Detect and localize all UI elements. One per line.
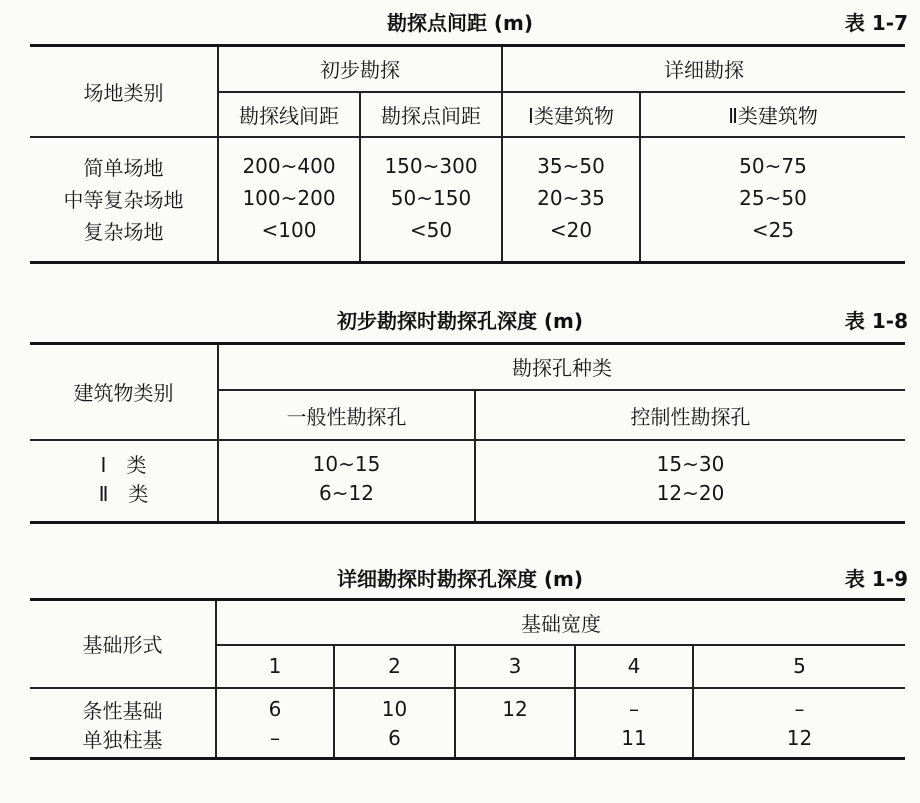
cell-value: 50~75: [640, 137, 905, 181]
table-1-7: [30, 44, 905, 264]
cell-value: 35~50: [502, 137, 640, 181]
cell-value: 6~12: [218, 478, 475, 523]
table-title: 勘探点间距 (m): [386, 11, 534, 35]
col-header: 一般性勘探孔: [218, 390, 475, 440]
scanned-document-page: [0, 8, 920, 803]
cell-value: 20~35: [502, 181, 640, 216]
table-number-label: 表 1-8: [844, 308, 908, 333]
table-1-7-caption: [0, 8, 920, 38]
table-number-label: 表 1-7: [844, 11, 908, 35]
row-label: 简单场地: [83, 155, 164, 180]
cell-value: 12: [455, 688, 575, 724]
col-header: Ⅰ类建筑物: [502, 92, 640, 137]
col-header: Ⅱ类建筑物: [640, 92, 905, 137]
cell-value: –: [693, 688, 905, 724]
table-1-8-caption: [0, 306, 920, 336]
row-label: 单独柱基: [82, 727, 163, 752]
cell-value: [455, 724, 575, 759]
group-header-row: [30, 600, 905, 645]
cell-value: 50~150: [360, 181, 502, 216]
table-row: [30, 181, 905, 216]
corner-header: 建筑物类别: [30, 343, 218, 440]
group-header-row: [30, 343, 905, 390]
col-group-header: 详细勘探: [502, 46, 905, 92]
table-row: [30, 440, 905, 478]
col-header: 3: [455, 645, 575, 688]
cell-value: 11: [575, 724, 693, 759]
table-row: [30, 137, 905, 181]
table-row: [30, 478, 905, 523]
row-label: 中等复杂场地: [63, 187, 184, 212]
corner-header: 场地类别: [30, 46, 218, 137]
cell-value: 150~300: [360, 137, 502, 181]
table-1-9-caption: [0, 564, 920, 594]
row-label: 复杂场地: [83, 219, 164, 244]
cell-value: <100: [218, 216, 360, 263]
cell-value: 12: [693, 724, 905, 759]
table-title: 详细勘探时勘探孔深度 (m): [336, 567, 584, 591]
col-header: 控制性勘探孔: [475, 390, 905, 440]
col-group-header: 基础宽度: [216, 600, 905, 645]
cell-value: 15~30: [475, 440, 905, 478]
table-1-9: [30, 598, 905, 760]
cell-value: <50: [360, 216, 502, 263]
col-group-header: 初步勘探: [218, 46, 502, 92]
corner-header: 基础形式: [30, 600, 216, 688]
table-row: [30, 724, 905, 759]
cell-value: –: [216, 724, 334, 759]
cell-value: 100~200: [218, 181, 360, 216]
table-1-9-block: [30, 598, 905, 760]
col-header: 5: [693, 645, 905, 688]
cell-value: <20: [502, 216, 640, 263]
group-header-row: [30, 46, 905, 92]
col-header: 4: [575, 645, 693, 688]
col-group-header: 勘探孔种类: [218, 343, 905, 390]
cell-value: 10: [334, 688, 455, 724]
col-header: 1: [216, 645, 334, 688]
row-label: Ⅱ 类: [98, 482, 149, 506]
table-1-7-block: [30, 44, 905, 264]
table-1-8-block: [30, 342, 905, 525]
table-row: [30, 216, 905, 263]
row-label: Ⅰ 类: [100, 453, 147, 477]
cell-value: 25~50: [640, 181, 905, 216]
cell-value: 200~400: [218, 137, 360, 181]
cell-value: <25: [640, 216, 905, 263]
cell-value: 6: [334, 724, 455, 759]
cell-value: 10~15: [218, 440, 475, 478]
table-row: [30, 688, 905, 724]
table-number-label: 表 1-9: [844, 567, 908, 591]
col-header: 2: [334, 645, 455, 688]
col-header: 勘探线间距: [218, 92, 360, 137]
cell-value: 12~20: [475, 478, 905, 523]
col-header: 勘探点间距: [360, 92, 502, 137]
row-label: 条性基础: [82, 698, 163, 723]
table-1-8: [30, 342, 905, 525]
table-title: 初步勘探时勘探孔深度 (m): [336, 308, 584, 333]
cell-value: 6: [216, 688, 334, 724]
cell-value: –: [575, 688, 693, 724]
